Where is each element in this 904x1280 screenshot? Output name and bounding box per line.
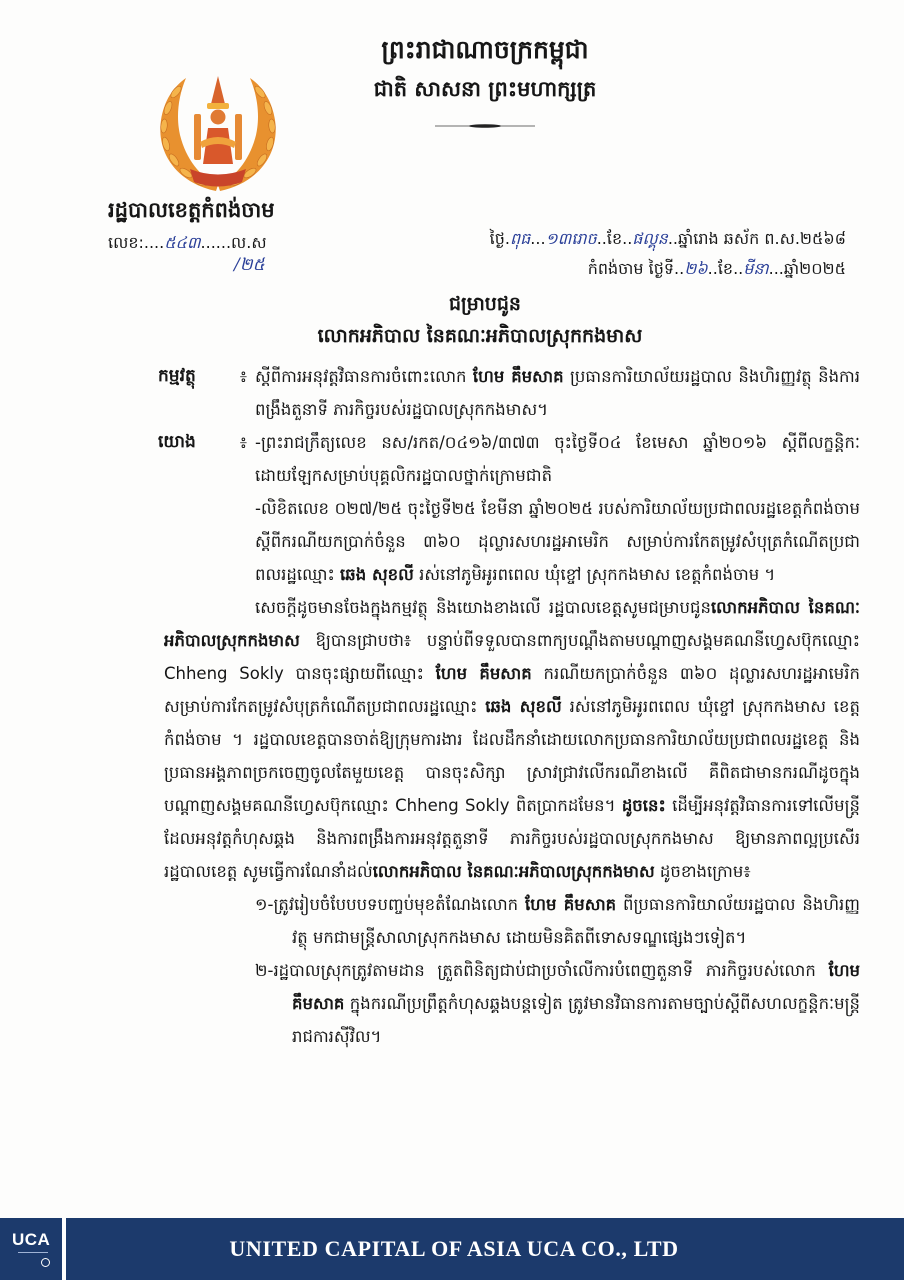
body-seg-8: ដើម្បីអនុវត្តវិធានការទៅលើមន្ត្រីដែលអនុវត្តកំហុសឆ្គង និងការពង្រឹងការអនុវត្តតួនាទី ភារកិច្ចរបស់រដ្ឋបាលស្រុកកងមាស ឱ្យមានភាពល្អប្រសើរ រដ្ឋបាលខេត្ត សូមធ្វើការណែនាំដល់ xyxy=(164,796,860,881)
item2-seg-name: ហែម គឹមសាគ xyxy=(292,961,860,1013)
issuing-authority: រដ្ឋបាលខេត្តកំពង់ចាម xyxy=(108,198,275,222)
reference-2 xyxy=(255,492,860,591)
emblem-center-figure xyxy=(190,76,246,187)
ornament-divider xyxy=(435,121,535,131)
references-row xyxy=(158,426,860,591)
ref-prefix: លេខ:.... xyxy=(108,233,165,252)
solar-day: ២៦ xyxy=(684,259,708,278)
instruction-item-1 xyxy=(158,888,860,954)
body-seg-7: ដូចនេះ xyxy=(621,796,666,815)
ref2-seg-0: -លិខិតលេខ ០២៧/២៥ ចុះថ្ងៃទី២៥ ខែមីនា ឆ្នាំ២០២៥ របស់ការិយាល័យប្រជាពលរដ្ឋខេត្តកំពង់ចាម ស្ដីពីករណីយកប្រាក់ចំនួន ៣៦០ ដុល្លារសហរដ្ឋអាមេរិក សម្រាប់ការកែតម្រូវសំបុត្រកំណើតប្រជាពលរដ្ឋឈ្មោះ xyxy=(255,499,860,584)
body-seg-2: ឱ្យបានជ្រាបថា៖ បន្ទាប់ពីទទួលបានពាក្យបណ្ដឹងតាមបណ្ដាញសង្គមគណនីហ្វេសប៊ុកឈ្មោះ Chheng Sokly បានចុះផ្សាយពីឈ្មោះ xyxy=(164,631,860,683)
reference-1: -ព្រះរាជក្រឹត្យលេខ នស/រកត/០៤១៦/៣៧៣ ចុះថ្ងៃទី០៤ ខែមេសា ឆ្នាំ២០១៦ ស្ដីពីលក្ខន្តិកៈដោយឡែកសម្រាប់បុគ្គលិករដ្ឋបាលថ្នាក់ក្រោមជាតិ xyxy=(255,433,860,485)
item2-seg-2: ក្នុងករណីប្រព្រឹត្តកំហុសឆ្គងបន្តទៀត ត្រូវមានវិធានការតាមច្បាប់ស្ដីពីសហលក្ខន្តិកៈមន្ត្រីរាជការស៊ីវិល។ xyxy=(292,994,860,1046)
ref-number-handwritten: ៥៤៣ xyxy=(164,233,201,252)
item1-seg-name: ហែម គឹមសាគ xyxy=(525,895,617,914)
lunar-date-line xyxy=(490,224,846,254)
uca-logo-text: UCA xyxy=(12,1230,51,1249)
kingdom-title: ព្រះរាជាណាចក្រកម្ពុជា xyxy=(381,35,589,64)
recipient-name: លោកអភិបាល នៃគណៈអភិបាលស្រុកកងមាស xyxy=(317,325,643,347)
company-name: UNITED CAPITAL OF ASIA UCA CO., LTD xyxy=(229,1236,679,1261)
ref2-seg-name: ឆេង សុខលី xyxy=(340,565,414,584)
body-seg-5: ឆេង សុខលី xyxy=(485,697,562,716)
letter-content xyxy=(158,360,860,1210)
references-list xyxy=(255,426,860,591)
lunar-weekday: ពុធ xyxy=(509,229,531,248)
body-paragraph xyxy=(158,591,860,888)
body-seg-6: រស់នៅភូមិអូរពពេល ឃុំខ្ចៅ ស្រុកកងមាស ខេត្តកំពង់ចាម ។ រដ្ឋបាលខេត្តបានចាត់ឱ្យក្រុមការងារ ដែលដឹកនាំដោយលោកប្រធានការិយាល័យប្រជាពលរដ្ឋខេត្ត និងប្រធានអង្គភាពច្រកចេញចូលតែមួយខេត្ត បានចុះសិក្សា ស្រាវជ្រាវលើករណីខាងលើ គឺពិតជាមានករណីដូចក្នុងបណ្ដាញសង្គមគណនីហ្វេសប៊ុកឈ្មោះ Chheng Sokly ពិតប្រាកដមែន។ xyxy=(164,697,860,815)
ref2-seg-2: រស់នៅភូមិអូរពពេល ឃុំខ្ចៅ ស្រុកកងមាស ខេត្តកំពង់ចាម ។ xyxy=(413,565,776,584)
subject-row xyxy=(158,360,860,426)
subject-seg-2: ប្រធានការិយាល័យរដ្ឋបាល និងហិរញ្ញវត្ថុ និងការពង្រឹងតួនាទី ភារកិច្ចរបស់រដ្ឋបាលស្រុកកងមាស។ xyxy=(255,367,860,419)
body-seg-9: លោកអភិបាល នៃគណៈអភិបាលស្រុកកងមាស xyxy=(372,862,655,881)
subject-seg-name: ហែម គឹមសាគ xyxy=(472,367,564,386)
footer-bar xyxy=(0,1218,904,1280)
lunar-date-p1: ថ្ងៃ. xyxy=(489,229,510,248)
national-motto: ជាតិ សាសនា ព្រះមហាក្សត្រ xyxy=(373,77,597,101)
solar-month: មីនា xyxy=(743,259,769,278)
subject-label-cell xyxy=(158,360,255,426)
body-seg-0: សេចក្ដីដូចមានចែងក្នុងកម្មវត្ថុ និងយោងខាងលើ រដ្ឋបាលខេត្តសូមជម្រាបជូន xyxy=(255,598,711,617)
uca-logo xyxy=(0,1218,64,1280)
salutation: ជម្រាបជូន xyxy=(449,293,521,315)
references-separator: ៖ xyxy=(239,433,247,452)
solar-date-p1: កំពង់ចាម ថ្ងៃទី.. xyxy=(587,259,685,278)
lunar-date-p4: ..ឆ្នាំរោង ឆស័ក ព.ស.២៥៦៨ xyxy=(667,229,846,248)
solar-date-p3: ...ឆ្នាំ២០២៥ xyxy=(768,259,846,278)
lunar-date-p3: ..ខែ.. xyxy=(596,229,633,248)
body-seg-10: ដូចខាងក្រោម៖ xyxy=(654,862,751,881)
body-seg-3: ហែម គឹមសាគ xyxy=(435,664,532,683)
logo-circle-icon xyxy=(41,1258,50,1267)
provincial-emblem-icon xyxy=(148,70,288,196)
lunar-date-p2: ... xyxy=(530,229,546,248)
subject-seg-0: ស្ដីពីការអនុវត្តវិធានការចំពោះលោក xyxy=(255,367,473,386)
subject-label: កម្មវត្ថុ xyxy=(158,366,196,386)
item1-seg-2: ពីប្រធានការិយាល័យរដ្ឋបាល និងហិរញ្ញវត្ថុ មកជាមន្ត្រីសាលាស្រុកកងមាស ដោយមិនគិតពីទោសទណ្ឌផ្សេងៗទៀត។ xyxy=(292,895,860,947)
solar-date-p2: ..ខែ.. xyxy=(707,259,744,278)
solar-date-line xyxy=(588,254,846,284)
logo-underline xyxy=(18,1252,48,1253)
references-label: យោង xyxy=(158,432,196,452)
item1-seg-0: ១-ត្រូវរៀបចំបែបបទបញ្ចប់មុខតំណែងលោក xyxy=(255,895,525,914)
lunar-month: ផល្គុន xyxy=(632,229,668,248)
body-seg-4: ករណីយកប្រាក់ចំនួន ៣៦០ ដុល្លារសហរដ្ឋអាមេរិក សម្រាប់ការកែតម្រូវសំបុត្រកំណើតប្រជាពលរដ្ឋឈ្មោះ xyxy=(164,664,860,716)
body-seg-1: លោកអភិបាល នៃគណៈអភិបាលស្រុកកងមាស xyxy=(164,598,860,650)
ref-year-handwritten: /២៥ xyxy=(234,255,265,275)
subject-text xyxy=(255,360,860,426)
subject-separator: ៖ xyxy=(239,367,247,386)
instruction-item-2 xyxy=(158,954,860,1053)
item2-seg-0: ២-រដ្ឋបាលស្រុកត្រូវតាមដាន ត្រួតពិនិត្យជាប់ជាប្រចាំលើការបំពេញតួនាទី ភារកិច្ចរបស់លោក xyxy=(255,961,829,980)
lunar-day: ១៣រោច xyxy=(545,229,597,248)
references-label-cell xyxy=(158,426,255,591)
ref-suffix: ......ល.ស xyxy=(200,233,267,252)
